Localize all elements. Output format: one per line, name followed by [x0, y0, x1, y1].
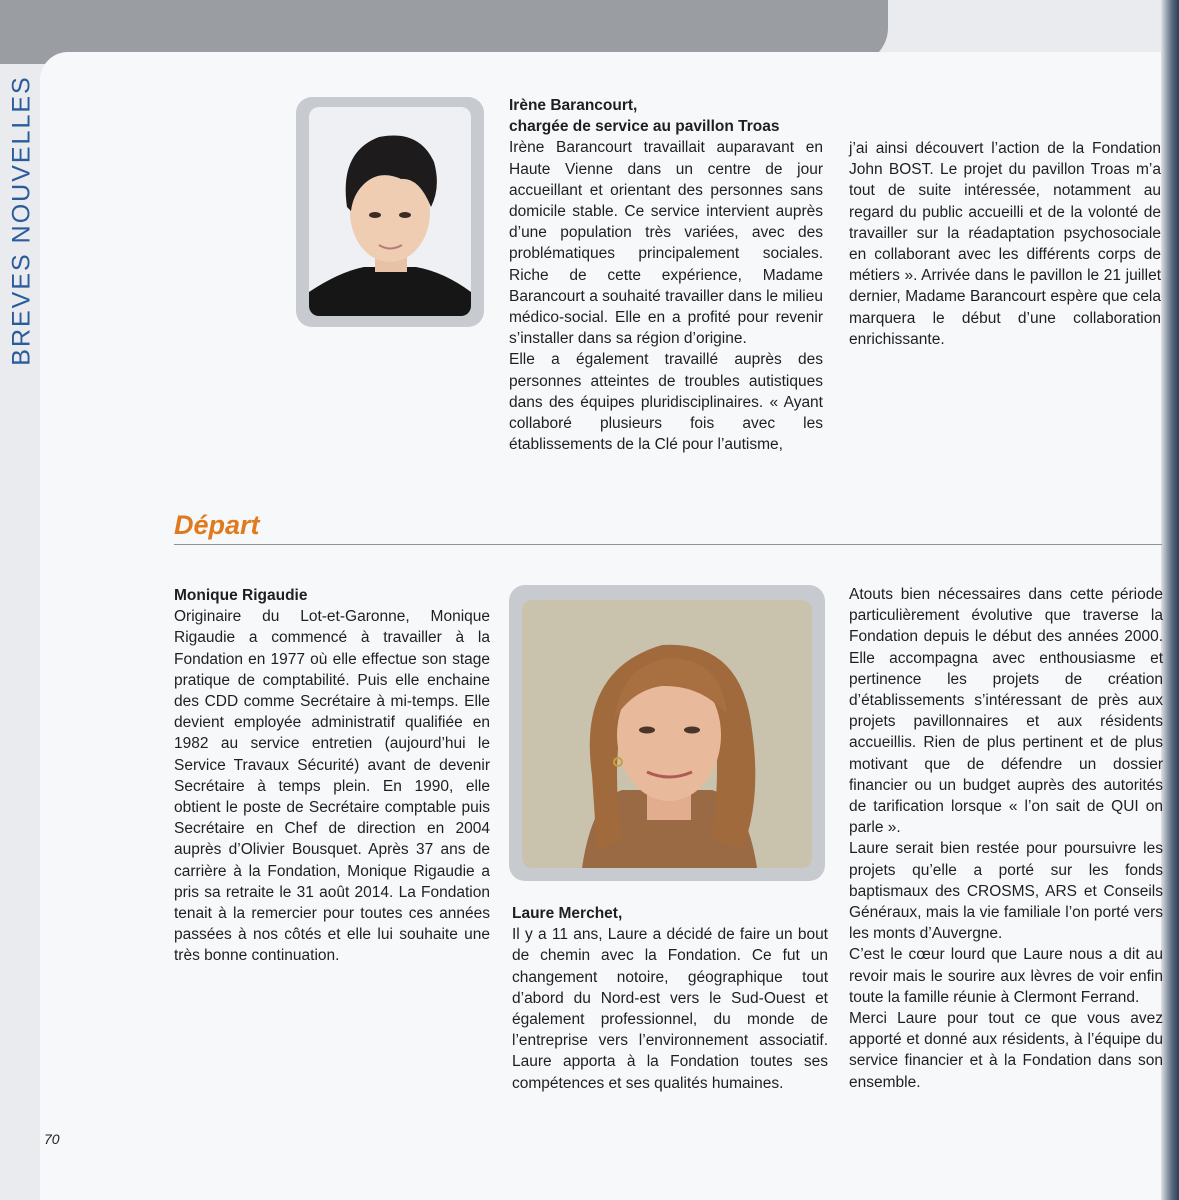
section-side-label [4, 60, 40, 380]
irene-name: Irène Barancourt, [509, 97, 638, 114]
page-number: 70 [44, 1131, 60, 1147]
laure-paragraph: Il y a 11 ans, Laure a décidé de faire un bout de chemin avec la Fondation. Ce fut un changement notoire, géographique tout d’abord du Nord-est vers le Sud-Ouest et également professionnel, du monde de l’entreprise vers l’environnement associatif. Laure apporta à la Fondation toutes ses compétences et ses qualités humaines. [512, 926, 828, 1092]
irene-photo [309, 107, 471, 316]
monique-name: Monique Rigaudie [174, 587, 308, 604]
binding-edge [1161, 0, 1179, 1200]
laure-article-col2 [849, 584, 1163, 1093]
irene-portrait-image [309, 107, 471, 316]
irene-paragraph: j’ai ainsi découvert l’action de la Fondation John BOST. Le projet du pavillon Troas m’a tout de suite intéressée, notamment au regard du public accueilli et de la volonté de travailler sur la réadaptation psychosociale en collaborant avec les différents corps de métiers ». Arrivée dans le pavillon le 21 juillet dernier, Madame Barancourt espère que cela marquera le début d’une collaboration enrichissante. [849, 140, 1161, 348]
laure-portrait-image [522, 600, 812, 868]
laure-paragraph: Merci Laure pour tout ce que vous avez apporté et donné aux résidents, à l’équipe du service financier et à la Fondation dans son ensemble. [849, 1010, 1163, 1091]
irene-paragraph: Irène Barancourt travaillait auparavant en Haute Vienne dans un centre de jour accueillant et orientant des personnes sans domicile stable. Ce service intervient auprès d’une population très variées, avec des problématiques principalement sociales. Riche de cette expérience, Madame Barancourt a souhaité travailler dans le milieu médico-social. Elle en a profité pour revenir s’installer dans sa région d’origine. [509, 139, 823, 348]
irene-article-col2 [849, 138, 1161, 350]
laure-article-col1 [512, 903, 828, 1094]
side-label-text: BREVES NOUVELLES [7, 74, 36, 366]
laure-paragraph: C’est le cœur lourd que Laure nous a dit au revoir mais le sourire aux lèvres de voir enfin toute la famille réunie à Clermont Ferrand. [849, 946, 1163, 1006]
section-title-depart: Départ [174, 510, 260, 540]
laure-photo [522, 600, 812, 868]
irene-article-col1 [509, 95, 823, 455]
irene-paragraph: Elle a également travaillé auprès des personnes atteintes de troubles autistiques dans des équipes pluridisciplinaires. « Ayant collaboré plusieurs fois avec les établissements de la Clé pour l’autisme, [509, 351, 823, 454]
laure-paragraph: Laure serait bien restée pour poursuivre les projets qu’elle a porté sur les fonds baptismaux des CROSMS, ARS et Conseils Généraux, mais la vie familiale l’on porté vers les monts d’Auvergne. [849, 840, 1163, 943]
laure-paragraph: Atouts bien nécessaires dans cette période particulièrement évolutive que traverse la Fondation depuis le début des années 2000. Elle accompagna avec enthousiasme et pertinence les projets de création d’établissements s’intéressant de près aux projets pavillonnaires et aux résidents accueillis. Rien de plus pertinent et de plus motivant que de défendre un dossier financier ou un budget auprès des autorités de tarification lorsque « l’on sait de QUI on parle ». [849, 586, 1163, 837]
monique-paragraph: Originaire du Lot-et-Garonne, Monique Rigaudie a commencé à travailler à la Fondation en 1977 où elle effectue son stage pratique de comptabilité. Puis elle enchaine des CDD comme Secrétaire à mi-temps. Elle devient employée administratif qualifiée en 1982 au service entretien (aujourd’hui le Service Travaux Sécurité) avant de devenir Secrétaire à temps plein. En 1990, elle obtient le poste de Secrétaire comptable puis Secrétaire en Chef de direction en 2004 auprès d’Olivier Bousquet. Après 37 ans de carrière à la Fondation, Monique Rigaudie a pris sa retraite le 31 août 2014. La Fondation tenait à la remercier pour toutes ces années passées à nos côtés et elle lui souhaite une très bonne continuation. [174, 608, 490, 965]
laure-name: Laure Merchet, [512, 905, 623, 922]
irene-role: chargée de service au pavillon Troas [509, 118, 780, 136]
section-divider [174, 544, 1162, 545]
monique-article [174, 585, 490, 967]
